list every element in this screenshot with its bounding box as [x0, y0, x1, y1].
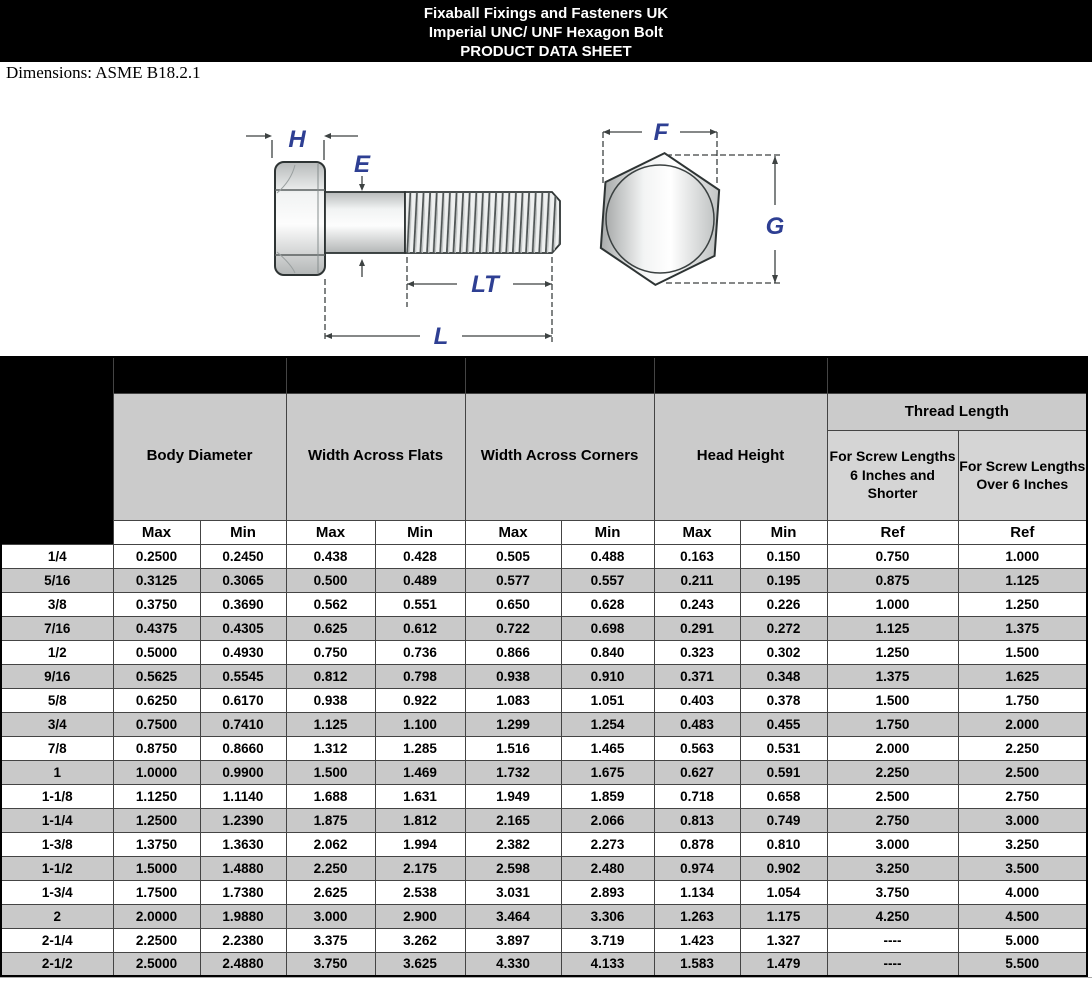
- bolt-end-view: [599, 149, 722, 289]
- value-cell: 2.598: [465, 856, 561, 880]
- table-row: [1, 688, 1087, 712]
- value-cell: 1.750: [827, 712, 958, 736]
- page-header: [0, 0, 1092, 62]
- value-cell: 1.994: [375, 832, 465, 856]
- dim-label-head-height: H: [288, 126, 306, 153]
- value-cell: 1.516: [465, 736, 561, 760]
- value-cell: 0.323: [654, 640, 740, 664]
- value-cell: 1.263: [654, 904, 740, 928]
- value-cell: 3.000: [827, 832, 958, 856]
- value-cell: 1.859: [561, 784, 654, 808]
- group-title-body-diameter: Body Diameter: [113, 393, 286, 520]
- row-size-cell: 1/2: [1, 640, 113, 664]
- value-cell: 2.2500: [113, 928, 200, 952]
- value-cell: 0.428: [375, 544, 465, 568]
- value-cell: 1.732: [465, 760, 561, 784]
- lt-subcol-over: For Screw Lengths Over 6 Inches: [958, 430, 1087, 520]
- value-cell: 0.875: [827, 568, 958, 592]
- value-cell: 0.2450: [200, 544, 286, 568]
- title-line-1: Fixaball Fixings and Fasteners UK: [423, 5, 669, 22]
- value-cell: 2.382: [465, 832, 561, 856]
- value-cell: 2.165: [465, 808, 561, 832]
- lt-subcol-shorter: For Screw Lengths 6 Inches and Shorter: [827, 430, 958, 520]
- title-line-3: PRODUCT DATA SHEET: [460, 43, 632, 60]
- value-cell: 0.627: [654, 760, 740, 784]
- value-cell: 0.488: [561, 544, 654, 568]
- value-cell: 0.371: [654, 664, 740, 688]
- value-cell: 0.9900: [200, 760, 286, 784]
- value-cell: 0.813: [654, 808, 740, 832]
- value-cell: 0.3750: [113, 592, 200, 616]
- value-cell: 1.675: [561, 760, 654, 784]
- value-cell: 0.938: [465, 664, 561, 688]
- value-cell: 0.3065: [200, 568, 286, 592]
- row-size-cell: 1-3/8: [1, 832, 113, 856]
- table-row: [1, 736, 1087, 760]
- value-cell: 1.875: [286, 808, 375, 832]
- value-cell: 1.1250: [113, 784, 200, 808]
- dim-label-body-diameter: E: [353, 151, 371, 178]
- value-cell: 0.722: [465, 616, 561, 640]
- value-cell: 0.438: [286, 544, 375, 568]
- row-size-cell: 1-1/4: [1, 808, 113, 832]
- value-cell: 3.625: [375, 952, 465, 976]
- value-cell: 0.7500: [113, 712, 200, 736]
- value-cell: 0.750: [827, 544, 958, 568]
- value-cell: 0.5000: [113, 640, 200, 664]
- group-title-thread-length: Thread Length: [827, 393, 1087, 430]
- row-size-cell: 1/4: [1, 544, 113, 568]
- value-cell: 2.066: [561, 808, 654, 832]
- value-cell: 1.051: [561, 688, 654, 712]
- value-cell: 1.299: [465, 712, 561, 736]
- value-cell: 0.577: [465, 568, 561, 592]
- row-size-cell: 7/8: [1, 736, 113, 760]
- value-cell: 0.6250: [113, 688, 200, 712]
- value-cell: 1.125: [958, 568, 1087, 592]
- col-header-min: Min: [375, 520, 465, 544]
- value-cell: 1.949: [465, 784, 561, 808]
- value-cell: 1.500: [958, 640, 1087, 664]
- value-cell: 4.500: [958, 904, 1087, 928]
- title-line-2: Imperial UNC/ UNF Hexagon Bolt: [428, 24, 664, 41]
- value-cell: 0.8750: [113, 736, 200, 760]
- value-cell: 0.4305: [200, 616, 286, 640]
- value-cell: 1.7380: [200, 880, 286, 904]
- value-cell: 0.591: [740, 760, 827, 784]
- value-cell: 0.348: [740, 664, 827, 688]
- value-cell: 0.750: [286, 640, 375, 664]
- value-cell: 3.306: [561, 904, 654, 928]
- value-cell: 1.500: [286, 760, 375, 784]
- value-cell: 2.062: [286, 832, 375, 856]
- value-cell: 1.250: [827, 640, 958, 664]
- col-header-max: Max: [465, 520, 561, 544]
- bolt-diagram: [0, 90, 1092, 356]
- value-cell: 2.893: [561, 880, 654, 904]
- value-cell: 1.285: [375, 736, 465, 760]
- value-cell: 0.243: [654, 592, 740, 616]
- value-cell: 2.480: [561, 856, 654, 880]
- value-cell: 2.750: [827, 808, 958, 832]
- value-cell: 1.500: [827, 688, 958, 712]
- group-title-width-across-corners: Width Across Corners: [465, 393, 654, 520]
- col-header-min: Min: [740, 520, 827, 544]
- value-cell: 1.4880: [200, 856, 286, 880]
- value-cell: 5.000: [958, 928, 1087, 952]
- value-cell: 0.866: [465, 640, 561, 664]
- table-row: [1, 880, 1087, 904]
- value-cell: 0.902: [740, 856, 827, 880]
- dim-label-width-across-flats: F: [653, 119, 669, 146]
- value-cell: 1.583: [654, 952, 740, 976]
- row-size-cell: 7/16: [1, 616, 113, 640]
- value-cell: 1.688: [286, 784, 375, 808]
- value-cell: 0.840: [561, 640, 654, 664]
- row-size-cell: 9/16: [1, 664, 113, 688]
- value-cell: 1.134: [654, 880, 740, 904]
- value-cell: 0.557: [561, 568, 654, 592]
- value-cell: 1.3750: [113, 832, 200, 856]
- value-cell: 2.250: [286, 856, 375, 880]
- value-cell: 0.378: [740, 688, 827, 712]
- value-cell: 0.6170: [200, 688, 286, 712]
- dim-label-width-across-corners: G: [765, 213, 785, 240]
- value-cell: 3.375: [286, 928, 375, 952]
- value-cell: 2.000: [958, 712, 1087, 736]
- value-cell: 0.736: [375, 640, 465, 664]
- value-cell: 0.658: [740, 784, 827, 808]
- row-size-cell: 1-3/4: [1, 880, 113, 904]
- dim-label-thread-length: LT: [471, 271, 499, 298]
- value-cell: 1.054: [740, 880, 827, 904]
- value-cell: 1.469: [375, 760, 465, 784]
- value-cell: 3.262: [375, 928, 465, 952]
- row-size-cell: 2-1/2: [1, 952, 113, 976]
- value-cell: 0.625: [286, 616, 375, 640]
- value-cell: 2.000: [827, 736, 958, 760]
- hex-inscribed-circle: [606, 165, 714, 273]
- value-cell: 4.133: [561, 952, 654, 976]
- value-cell: 1.812: [375, 808, 465, 832]
- value-cell: 1.5000: [113, 856, 200, 880]
- value-cell: 1.750: [958, 688, 1087, 712]
- value-cell: 2.5000: [113, 952, 200, 976]
- value-cell: 1.479: [740, 952, 827, 976]
- group-title-width-across-flats: Width Across Flats: [286, 393, 465, 520]
- value-cell: 1.465: [561, 736, 654, 760]
- value-cell: 1.312: [286, 736, 375, 760]
- col-header-max: Max: [286, 520, 375, 544]
- value-cell: 0.226: [740, 592, 827, 616]
- table-row: [1, 832, 1087, 856]
- value-cell: 4.250: [827, 904, 958, 928]
- value-cell: 1.2390: [200, 808, 286, 832]
- value-cell: 0.291: [654, 616, 740, 640]
- value-cell: 3.000: [958, 808, 1087, 832]
- table-row: [1, 616, 1087, 640]
- value-cell: 0.749: [740, 808, 827, 832]
- value-cell: 3.750: [286, 952, 375, 976]
- value-cell: ----: [827, 952, 958, 976]
- table-row: [1, 928, 1087, 952]
- value-cell: 2.250: [827, 760, 958, 784]
- bottom-edge-line: [0, 977, 1092, 978]
- row-size-cell: 2: [1, 904, 113, 928]
- value-cell: 2.538: [375, 880, 465, 904]
- group-title-head-height: Head Height: [654, 393, 827, 520]
- value-cell: 0.810: [740, 832, 827, 856]
- value-cell: 0.974: [654, 856, 740, 880]
- value-cell: 0.455: [740, 712, 827, 736]
- value-cell: 0.5625: [113, 664, 200, 688]
- value-cell: 3.464: [465, 904, 561, 928]
- value-cell: 0.505: [465, 544, 561, 568]
- value-cell: 2.0000: [113, 904, 200, 928]
- value-cell: 4.000: [958, 880, 1087, 904]
- value-cell: 3.750: [827, 880, 958, 904]
- value-cell: 0.403: [654, 688, 740, 712]
- value-cell: 0.612: [375, 616, 465, 640]
- value-cell: 0.563: [654, 736, 740, 760]
- value-cell: ----: [827, 928, 958, 952]
- value-cell: 0.483: [654, 712, 740, 736]
- table-row: [1, 808, 1087, 832]
- row-size-cell: 1-1/8: [1, 784, 113, 808]
- value-cell: 0.150: [740, 544, 827, 568]
- value-cell: 1.125: [827, 616, 958, 640]
- row-size-cell: 2-1/4: [1, 928, 113, 952]
- value-cell: 0.531: [740, 736, 827, 760]
- col-header-min: Min: [561, 520, 654, 544]
- value-cell: 0.798: [375, 664, 465, 688]
- value-cell: 1.625: [958, 664, 1087, 688]
- bolt-shank: [325, 192, 405, 253]
- value-cell: 0.878: [654, 832, 740, 856]
- dim-label-overall-length: L: [433, 323, 449, 350]
- row-size-cell: 5/16: [1, 568, 113, 592]
- value-cell: 2.500: [958, 760, 1087, 784]
- value-cell: 1.000: [958, 544, 1087, 568]
- value-cell: 2.900: [375, 904, 465, 928]
- value-cell: 1.250: [958, 592, 1087, 616]
- value-cell: 1.7500: [113, 880, 200, 904]
- value-cell: 3.897: [465, 928, 561, 952]
- table-row: [1, 592, 1087, 616]
- value-cell: 1.083: [465, 688, 561, 712]
- row-size-cell: 1-1/2: [1, 856, 113, 880]
- value-cell: 1.2500: [113, 808, 200, 832]
- table-row: [1, 784, 1087, 808]
- value-cell: 0.910: [561, 664, 654, 688]
- bolt-thread-hatch: [405, 192, 560, 253]
- value-cell: 3.250: [958, 832, 1087, 856]
- bolt-side-view: [275, 162, 560, 275]
- value-cell: 1.375: [827, 664, 958, 688]
- value-cell: 2.2380: [200, 928, 286, 952]
- value-cell: 2.750: [958, 784, 1087, 808]
- value-cell: 2.4880: [200, 952, 286, 976]
- value-cell: 5.500: [958, 952, 1087, 976]
- value-cell: 0.938: [286, 688, 375, 712]
- value-cell: 1.175: [740, 904, 827, 928]
- col-header-max: Max: [654, 520, 740, 544]
- table-row: [1, 568, 1087, 592]
- value-cell: 1.375: [958, 616, 1087, 640]
- value-cell: 1.254: [561, 712, 654, 736]
- value-cell: 3.500: [958, 856, 1087, 880]
- value-cell: 1.100: [375, 712, 465, 736]
- table-row: [1, 544, 1087, 568]
- value-cell: 2.625: [286, 880, 375, 904]
- row-size-cell: 3/8: [1, 592, 113, 616]
- value-cell: 1.000: [827, 592, 958, 616]
- table-row: [1, 664, 1087, 688]
- group-header-h: H: [654, 357, 827, 393]
- value-cell: 0.489: [375, 568, 465, 592]
- value-cell: 0.163: [654, 544, 740, 568]
- table-body: [1, 544, 1087, 976]
- value-cell: 0.650: [465, 592, 561, 616]
- value-cell: 0.562: [286, 592, 375, 616]
- value-cell: 0.718: [654, 784, 740, 808]
- table-row: [1, 640, 1087, 664]
- value-cell: 4.330: [465, 952, 561, 976]
- group-header-lt: LT: [827, 357, 1087, 393]
- value-cell: 1.3630: [200, 832, 286, 856]
- value-cell: 1.631: [375, 784, 465, 808]
- col-header-max: Max: [113, 520, 200, 544]
- table-row: [1, 712, 1087, 736]
- row-size-cell: 1: [1, 760, 113, 784]
- value-cell: 0.302: [740, 640, 827, 664]
- value-cell: 0.4930: [200, 640, 286, 664]
- spec-table: [0, 356, 1088, 978]
- value-cell: 1.1140: [200, 784, 286, 808]
- value-cell: 0.3125: [113, 568, 200, 592]
- row-size-cell: 5/8: [1, 688, 113, 712]
- table-row: [1, 856, 1087, 880]
- value-cell: 3.031: [465, 880, 561, 904]
- corner-header: Nominal Size or Basic Product Diameter: [1, 357, 113, 544]
- col-header-min: Min: [200, 520, 286, 544]
- value-cell: 3.000: [286, 904, 375, 928]
- value-cell: 0.8660: [200, 736, 286, 760]
- value-cell: 1.423: [654, 928, 740, 952]
- col-header-ref: Ref: [958, 520, 1087, 544]
- group-header-f: F: [286, 357, 465, 393]
- value-cell: 1.327: [740, 928, 827, 952]
- value-cell: 0.195: [740, 568, 827, 592]
- value-cell: 0.4375: [113, 616, 200, 640]
- value-cell: 0.2500: [113, 544, 200, 568]
- value-cell: 1.125: [286, 712, 375, 736]
- table-row: [1, 952, 1087, 976]
- value-cell: 0.7410: [200, 712, 286, 736]
- value-cell: 2.273: [561, 832, 654, 856]
- value-cell: 0.272: [740, 616, 827, 640]
- value-cell: 0.922: [375, 688, 465, 712]
- value-cell: 3.250: [827, 856, 958, 880]
- col-header-ref: Ref: [827, 520, 958, 544]
- value-cell: 2.250: [958, 736, 1087, 760]
- value-cell: 0.698: [561, 616, 654, 640]
- value-cell: 0.5545: [200, 664, 286, 688]
- dimensions-note: Dimensions: ASME B18.2.1: [6, 63, 201, 82]
- value-cell: 0.3690: [200, 592, 286, 616]
- value-cell: 2.500: [827, 784, 958, 808]
- table-row: [1, 904, 1087, 928]
- row-size-cell: 3/4: [1, 712, 113, 736]
- value-cell: 0.551: [375, 592, 465, 616]
- value-cell: 3.719: [561, 928, 654, 952]
- value-cell: 0.628: [561, 592, 654, 616]
- group-header-g: G: [465, 357, 654, 393]
- value-cell: 0.812: [286, 664, 375, 688]
- table-row: [1, 760, 1087, 784]
- value-cell: 0.500: [286, 568, 375, 592]
- value-cell: 1.9880: [200, 904, 286, 928]
- group-header-e: E: [113, 357, 286, 393]
- value-cell: 0.211: [654, 568, 740, 592]
- value-cell: 2.175: [375, 856, 465, 880]
- value-cell: 1.0000: [113, 760, 200, 784]
